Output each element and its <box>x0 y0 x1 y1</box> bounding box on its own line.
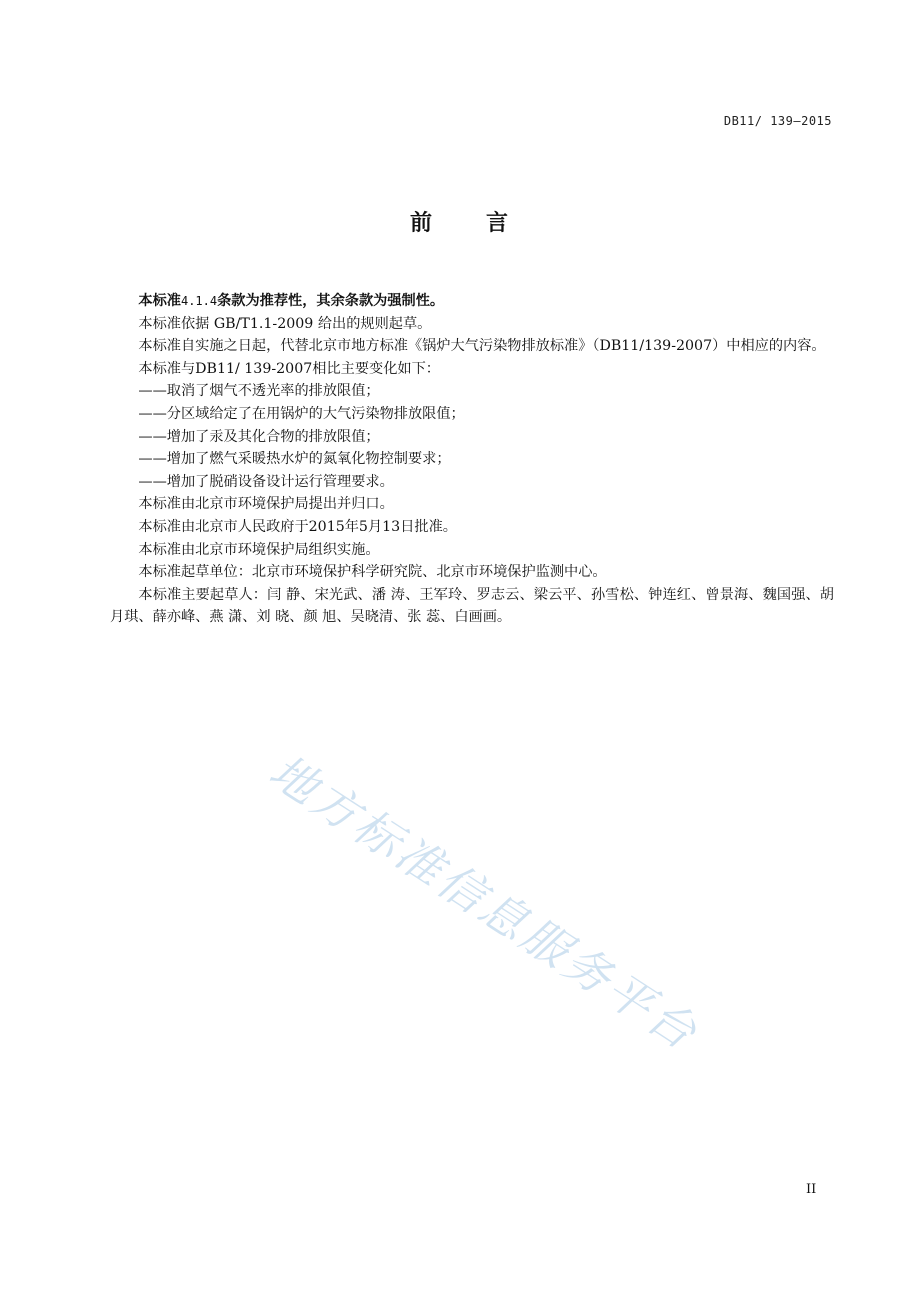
change-item: ——增加了汞及其化合物的排放限值； <box>138 428 380 445</box>
changes-intro-paragraph: 本标准与DB11/ 139-2007相比主要变化如下： <box>138 360 440 377</box>
drafting-rules-paragraph: 本标准依据 GB/T1.1-2009 给出的规则起草。 <box>138 315 432 332</box>
change-item: ——增加了脱硝设备设计运行管理要求。 <box>138 473 394 490</box>
proposer-paragraph: 本标准由北京市环境保护局提出并归口。 <box>138 496 394 513</box>
watermark-text: 地方标准信息服务平台 <box>259 743 709 1062</box>
page-number: II <box>806 1182 817 1197</box>
change-item: ——增加了燃气采暖热水炉的氮氧化物控制要求； <box>138 451 451 468</box>
foreword-body <box>110 290 834 629</box>
implementation-paragraph: 本标准由北京市环境保护局组织实施。 <box>138 541 380 558</box>
replacement-paragraph: 本标准自实施之日起，代替北京市地方标准《锅炉大气污染物排放标准》（DB11/139-2007）中相应的内容。 <box>138 338 826 355</box>
change-item: ——取消了烟气不透光率的排放限值； <box>138 383 380 400</box>
clause-nature-paragraph <box>110 290 834 313</box>
clause-number: 4.1.4 <box>180 294 218 308</box>
page-title <box>0 206 920 237</box>
change-item: ——分区域给定了在用锅炉的大气污染物排放限值； <box>138 405 465 422</box>
title-char-2: 言 <box>486 211 511 236</box>
drafters-paragraph: 本标准主要起草人：闫 静、宋光武、潘 涛、王军玲、罗志云、梁云平、孙雪松、钟连红、曾景海、魏国强、胡月琪、薛亦峰、燕 潇、刘 晓、颜 旭、吴晓清、张 蕊、白画画。 <box>110 586 834 626</box>
drafting-units-paragraph: 本标准起草单位：北京市环境保护科学研究院、北京市环境保护监测中心。 <box>138 564 607 581</box>
clause-suffix: 条款为推荐性，其余条款为强制性。 <box>217 293 445 309</box>
clause-prefix: 本标准 <box>138 293 181 309</box>
title-char-1: 前 <box>409 211 434 236</box>
standard-code: DB11/ 139—2015 <box>723 114 832 128</box>
approval-paragraph: 本标准由北京市人民政府于2015年5月13日批准。 <box>138 518 457 535</box>
